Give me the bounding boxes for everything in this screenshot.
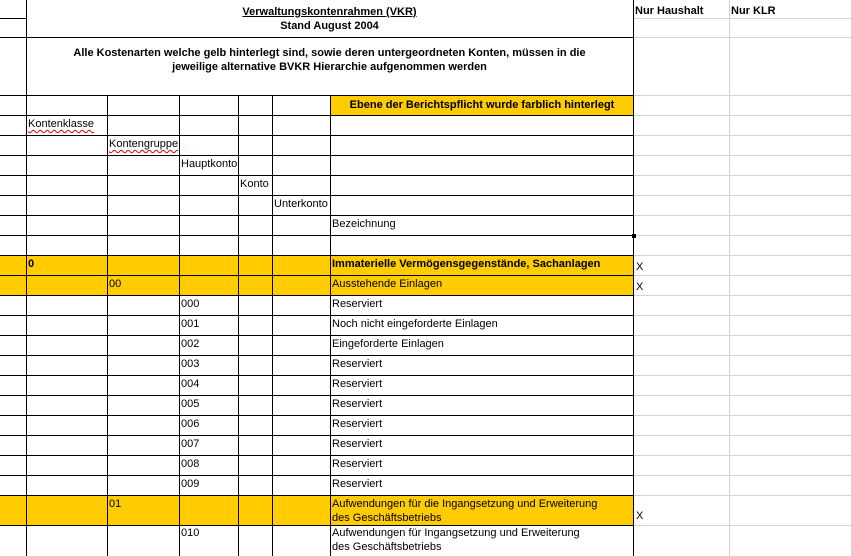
row-class-0-klasse[interactable]: 0	[28, 258, 35, 270]
row-group-01-text-line1[interactable]: Aufwendungen für die Ingangsetzung und Erweiterung	[332, 498, 598, 510]
row-008-text[interactable]: Reserviert	[332, 458, 383, 470]
row-006-text[interactable]: Reserviert	[332, 418, 383, 430]
sheet-note-line1: Alle Kostenarten welche gelb hinterlegt sind, sowie deren untergeordneten Konten, müssen in die	[73, 47, 586, 59]
level-label-bezeichnung: Bezeichnung	[332, 218, 396, 230]
row-007-text[interactable]: Reserviert	[332, 438, 383, 450]
row-000-haupt[interactable]: 000	[181, 298, 200, 310]
row-010-text-line1[interactable]: Aufwendungen für Ingangsetzung und Erweiterung	[332, 527, 580, 539]
row-group-00-gruppe[interactable]: 00	[109, 278, 122, 290]
row-006-haupt[interactable]: 006	[181, 418, 200, 430]
row-004-haupt[interactable]: 004	[181, 378, 200, 390]
row-group-01-gruppe[interactable]: 01	[109, 498, 122, 510]
row-004-text[interactable]: Reserviert	[332, 378, 383, 390]
row-002-haupt[interactable]: 002	[181, 338, 200, 350]
row-class-0-text[interactable]: Immaterielle Vermögensgegenstände, Sachanlagen	[332, 258, 601, 270]
row-group-00-haushalt[interactable]: X	[636, 281, 644, 293]
row-001-haupt[interactable]: 001	[181, 318, 200, 330]
row-010-text-line2[interactable]: des Geschäftsbetriebs	[332, 541, 442, 553]
row-009-haupt[interactable]: 009	[181, 478, 200, 490]
sheet-subtitle: Stand August 2004	[280, 20, 379, 32]
row-002-text[interactable]: Eingeforderte Einlagen	[332, 338, 444, 350]
row-class-0-haushalt[interactable]: X	[636, 261, 644, 273]
row-group-00-text[interactable]: Ausstehende Einlagen	[332, 278, 443, 290]
level-label-hauptkonto: Hauptkonto	[181, 158, 238, 170]
column-header-nur-haushalt: Nur Haushalt	[635, 5, 704, 17]
row-007-haupt[interactable]: 007	[181, 438, 200, 450]
column-header-nur-klr: Nur KLR	[731, 5, 776, 17]
row-008-haupt[interactable]: 008	[181, 458, 200, 470]
level-label-kontengruppe: Kontengruppe	[109, 138, 179, 150]
row-000-text[interactable]: Reserviert	[332, 298, 383, 310]
sheet-title	[26, 6, 633, 19]
row-003-text[interactable]: Reserviert	[332, 358, 383, 370]
row-010-haupt[interactable]: 010	[181, 527, 200, 539]
row-001-text[interactable]: Noch nicht eingeforderte Einlagen	[332, 318, 498, 330]
sheet-title-line1: Verwaltungskontenrahmen (VKR)	[242, 6, 417, 18]
reporting-level-note: Ebene der Berichtspflicht wurde farblich hinterlegt	[349, 99, 615, 111]
level-label-kontenklasse: Kontenklasse	[28, 118, 95, 130]
row-005-text[interactable]: Reserviert	[332, 398, 383, 410]
row-group-01-haushalt[interactable]: X	[636, 510, 644, 522]
row-003-haupt[interactable]: 003	[181, 358, 200, 370]
level-label-konto: Konto	[240, 178, 269, 190]
row-highlight-group-00	[0, 276, 634, 296]
row-005-haupt[interactable]: 005	[181, 398, 200, 410]
sheet-note-line2: jeweilige alternative BVKR Hierarchie aufgenommen werden	[172, 61, 487, 73]
level-label-unterkonto: Unterkonto	[274, 198, 328, 210]
row-009-text[interactable]: Reserviert	[332, 478, 383, 490]
row-group-01-text-line2[interactable]: des Geschäftsbetriebs	[332, 512, 442, 524]
fill-handle[interactable]	[632, 234, 636, 238]
